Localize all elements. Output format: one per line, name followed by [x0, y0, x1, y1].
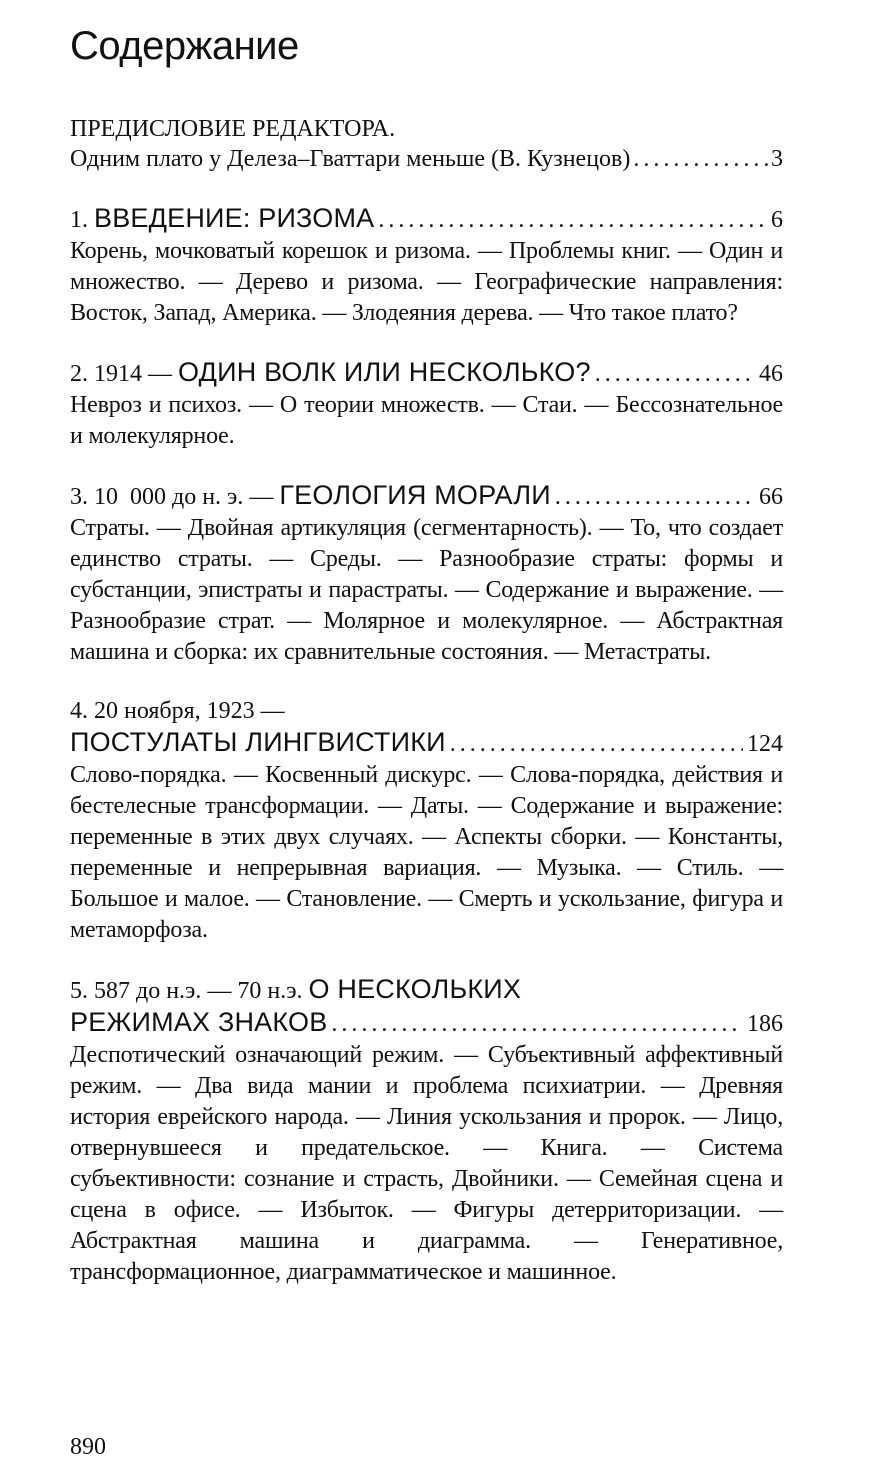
preface-heading: ПРЕДИСЛОВИЕ РЕДАКТОРА.	[70, 116, 396, 142]
page-folio-number: 890	[70, 1434, 106, 1460]
preface-entry	[70, 114, 783, 175]
chapter-4-page-number: 124	[747, 731, 783, 757]
chapter-4-title: ПОСТУЛАТЫ ЛИНГВИСТИКИ	[70, 727, 446, 757]
chapter-3-description: Страты. — Двойная артикуляция (сегментарность). — То, что создает единство страты. — Среды. — Разнообразие страты: формы и субстанции, эпистраты и парастраты. — Содержание и выражение. — Разнообразие страт. — Молярное и молекулярное. — Абстрактная машина и сборка: их сравнительные состояния. — Метастраты.	[70, 515, 783, 665]
chapter-1-title: ВВЕДЕНИЕ: РИЗОМА	[94, 203, 375, 233]
dot-leader	[555, 482, 755, 513]
chapter-2-title: ОДИН ВОЛК ИЛИ НЕСКОЛЬКО?	[178, 357, 591, 387]
chapter-3-heading[interactable]	[70, 480, 783, 513]
toc-page	[70, 0, 783, 1288]
chapter-3	[70, 480, 783, 668]
chapter-1	[70, 203, 783, 329]
chapter-3-page-number: 66	[759, 484, 783, 510]
chapter-5-title: РЕЖИМАХ ЗНАКОВ	[70, 1007, 328, 1037]
dot-leader	[331, 1009, 743, 1040]
chapter-5-pre-heading	[70, 974, 783, 1007]
chapter-5-title-part-1: О НЕСКОЛЬКИХ	[308, 974, 522, 1004]
chapter-4	[70, 696, 783, 946]
preface-line-text: Одним плато у Делеза–Гваттари меньше (В. Кузнецов)	[70, 146, 631, 172]
chapter-5-date: 5. 587 до н.э. — 70 н.э.	[70, 978, 303, 1004]
chapter-2	[70, 357, 783, 452]
dot-leader	[450, 729, 743, 760]
chapter-4-date: 4. 20 ноября, 1923 —	[70, 698, 285, 724]
chapter-3-title: ГЕОЛОГИЯ МОРАЛИ	[279, 480, 551, 510]
chapter-3-date: 3. 10 000 до н. э. —	[70, 484, 274, 510]
dot-leader	[378, 205, 767, 236]
chapter-4-heading[interactable]	[70, 727, 783, 760]
chapter-5-heading[interactable]	[70, 1007, 783, 1040]
chapter-5	[70, 974, 783, 1288]
chapter-5-page-number: 186	[747, 1011, 783, 1037]
preface-line[interactable]	[70, 144, 783, 175]
chapter-1-description: Корень, мочковатый корешок и ризома. — Проблемы книг. — Один и множество. — Дерево и ризома. — Географические направления: Восток, Запад, Америка. — Злодеяния дерева. — Что такое плато?	[70, 238, 783, 326]
preface-page-number: 3	[771, 146, 783, 172]
chapter-4-description: Слово-порядка. — Косвенный дискурс. — Слова-порядка, действия и бестелесные трансформации. — Даты. — Содержание и выражение: переменные в этих двух случаях. — Аспекты сборки. — Константы, переменные и непрерывная вариация. — Музыка. — Стиль. — Большое и малое. — Становление. — Смерть и ускользание, фигура и метаморфоза.	[70, 762, 783, 943]
chapter-5-description: Деспотический означающий режим. — Субъективный аффективный режим. — Два вида мании и проблема психиатрии. — Древняя история еврейского народа. — Линия ускользания и пророк. — Лицо, отвернувшееся и предательское. — Книга. — Система субъективности: сознание и страсть, Двойники. — Семейная сцена и сцена в офисе. — Избыток. — Фигуры детерриторизации. — Абстрактная машина и диаграмма. — Генеративное, трансформационное, диаграмматическое и машинное.	[70, 1042, 783, 1285]
dot-leader	[633, 144, 768, 175]
dot-leader	[595, 359, 755, 390]
chapter-1-page-number: 6	[771, 207, 783, 233]
chapter-1-heading[interactable]	[70, 203, 783, 236]
chapter-2-description: Невроз и психоз. — О теории множеств. — Стаи. — Бессознательное и молекулярное.	[70, 392, 783, 449]
chapter-2-page-number: 46	[759, 361, 783, 387]
chapter-2-date: 2. 1914 —	[70, 361, 172, 387]
chapter-2-heading[interactable]	[70, 357, 783, 390]
page-title: Содержание	[70, 24, 299, 68]
chapter-1-number: 1.	[70, 207, 88, 233]
